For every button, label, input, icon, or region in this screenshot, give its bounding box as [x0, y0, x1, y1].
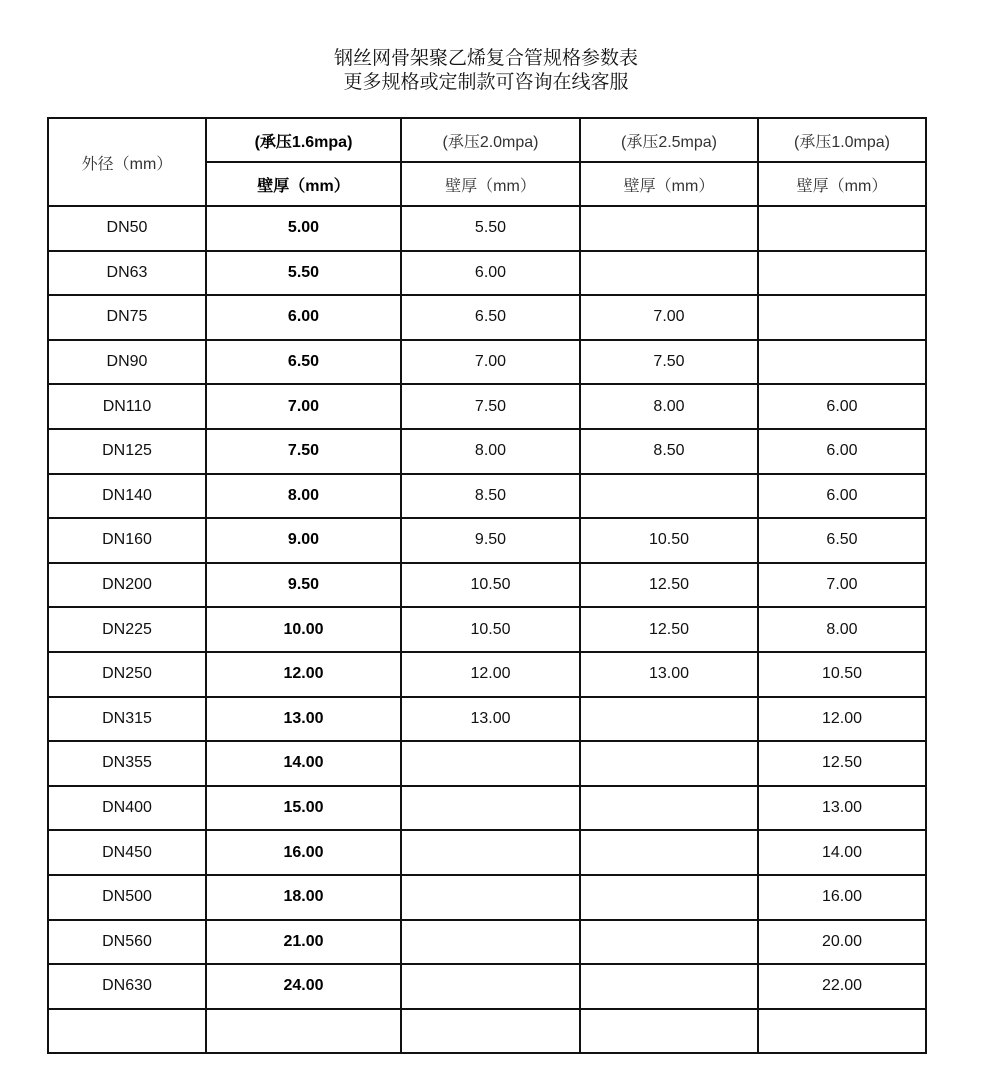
- cell-wall-2-0: [401, 964, 580, 1009]
- cell-wall-2-0: 6.50: [401, 295, 580, 340]
- cell-wall-1-0: 7.00: [758, 563, 926, 608]
- spec-table: [47, 117, 927, 1054]
- cell-outer-diameter: DN125: [48, 429, 206, 474]
- table-row: [48, 652, 926, 697]
- cell-wall-2-5: [580, 1009, 758, 1054]
- cell-wall-1-6: [206, 1009, 401, 1054]
- cell-outer-diameter: DN250: [48, 652, 206, 697]
- cell-wall-2-5: [580, 741, 758, 786]
- cell-wall-1-6: 12.00: [206, 652, 401, 697]
- cell-wall-1-6: 5.00: [206, 206, 401, 251]
- cell-wall-1-0: 16.00: [758, 875, 926, 920]
- cell-wall-2-0: 9.50: [401, 518, 580, 563]
- table-row: [48, 964, 926, 1009]
- table-row: [48, 340, 926, 385]
- cell-wall-1-6: 16.00: [206, 830, 401, 875]
- cell-wall-2-0: [401, 1009, 580, 1054]
- cell-wall-1-6: 13.00: [206, 697, 401, 742]
- cell-wall-1-6: 7.50: [206, 429, 401, 474]
- cell-wall-2-5: 7.00: [580, 295, 758, 340]
- cell-wall-2-0: [401, 830, 580, 875]
- cell-wall-1-6: 14.00: [206, 741, 401, 786]
- cell-wall-1-0: [758, 251, 926, 296]
- cell-wall-1-6: 5.50: [206, 251, 401, 296]
- header-pressure-2-0: (承压2.0mpa): [401, 118, 580, 162]
- cell-outer-diameter: DN355: [48, 741, 206, 786]
- cell-wall-2-5: [580, 786, 758, 831]
- table-row: [48, 518, 926, 563]
- cell-outer-diameter: [48, 1009, 206, 1054]
- cell-wall-2-0: 7.50: [401, 384, 580, 429]
- cell-wall-1-0: 6.00: [758, 429, 926, 474]
- cell-wall-2-5: 10.50: [580, 518, 758, 563]
- cell-wall-1-0: [758, 295, 926, 340]
- header-wall-thickness-2-0: 壁厚（mm）: [401, 162, 580, 206]
- cell-wall-2-0: 8.00: [401, 429, 580, 474]
- cell-outer-diameter: DN90: [48, 340, 206, 385]
- header-wall-thickness-1-6: 壁厚（mm）: [206, 162, 401, 206]
- cell-outer-diameter: DN110: [48, 384, 206, 429]
- cell-wall-1-0: [758, 340, 926, 385]
- table-row: [48, 251, 926, 296]
- cell-wall-2-5: 8.00: [580, 384, 758, 429]
- cell-wall-1-0: 12.00: [758, 697, 926, 742]
- cell-wall-2-5: [580, 964, 758, 1009]
- cell-wall-1-0: 12.50: [758, 741, 926, 786]
- header-wall-thickness-2-5: 壁厚（mm）: [580, 162, 758, 206]
- cell-wall-2-5: 8.50: [580, 429, 758, 474]
- cell-wall-1-6: 8.00: [206, 474, 401, 519]
- cell-outer-diameter: DN63: [48, 251, 206, 296]
- cell-wall-1-6: 9.50: [206, 563, 401, 608]
- cell-outer-diameter: DN315: [48, 697, 206, 742]
- header-outer-diameter: 外径（mm）: [48, 118, 206, 206]
- cell-wall-1-6: 6.00: [206, 295, 401, 340]
- table-row: [48, 206, 926, 251]
- cell-wall-1-6: 10.00: [206, 607, 401, 652]
- cell-wall-2-0: [401, 786, 580, 831]
- cell-outer-diameter: DN560: [48, 920, 206, 965]
- cell-wall-2-5: 12.50: [580, 563, 758, 608]
- cell-wall-1-0: 22.00: [758, 964, 926, 1009]
- cell-wall-1-0: 13.00: [758, 786, 926, 831]
- table-row: [48, 429, 926, 474]
- cell-wall-2-5: [580, 697, 758, 742]
- title-line-1: 钢丝网骨架聚乙烯复合管规格参数表: [333, 47, 638, 69]
- cell-wall-1-6: 7.00: [206, 384, 401, 429]
- cell-wall-2-0: 13.00: [401, 697, 580, 742]
- cell-outer-diameter: DN50: [48, 206, 206, 251]
- header-pressure-1-0: (承压1.0mpa): [758, 118, 926, 162]
- cell-wall-1-0: 10.50: [758, 652, 926, 697]
- cell-outer-diameter: DN450: [48, 830, 206, 875]
- cell-outer-diameter: DN75: [48, 295, 206, 340]
- cell-wall-2-5: [580, 920, 758, 965]
- cell-wall-1-0: 20.00: [758, 920, 926, 965]
- cell-wall-2-0: 7.00: [401, 340, 580, 385]
- table-row: [48, 295, 926, 340]
- cell-wall-1-0: [758, 1009, 926, 1054]
- table-row: [48, 697, 926, 742]
- cell-wall-2-5: [580, 206, 758, 251]
- cell-wall-2-0: 8.50: [401, 474, 580, 519]
- cell-outer-diameter: DN140: [48, 474, 206, 519]
- cell-wall-1-0: 6.00: [758, 384, 926, 429]
- cell-wall-1-0: 14.00: [758, 830, 926, 875]
- table-row: [48, 474, 926, 519]
- cell-wall-2-5: [580, 251, 758, 296]
- cell-outer-diameter: DN630: [48, 964, 206, 1009]
- cell-wall-1-6: 18.00: [206, 875, 401, 920]
- cell-wall-1-0: 6.50: [758, 518, 926, 563]
- cell-wall-2-0: 5.50: [401, 206, 580, 251]
- cell-wall-2-0: 6.00: [401, 251, 580, 296]
- table-row: [48, 786, 926, 831]
- table-row: [48, 607, 926, 652]
- cell-wall-2-5: [580, 875, 758, 920]
- table-row: [48, 875, 926, 920]
- table-row: [48, 384, 926, 429]
- cell-wall-2-5: 13.00: [580, 652, 758, 697]
- cell-wall-2-0: 12.00: [401, 652, 580, 697]
- table-row: [48, 1009, 926, 1054]
- cell-wall-1-6: 21.00: [206, 920, 401, 965]
- cell-wall-2-0: [401, 741, 580, 786]
- document-title: [0, 46, 972, 94]
- cell-outer-diameter: DN200: [48, 563, 206, 608]
- cell-wall-1-0: 8.00: [758, 607, 926, 652]
- header-pressure-2-5: (承压2.5mpa): [580, 118, 758, 162]
- cell-wall-2-5: 7.50: [580, 340, 758, 385]
- cell-wall-1-6: 6.50: [206, 340, 401, 385]
- cell-outer-diameter: DN400: [48, 786, 206, 831]
- cell-outer-diameter: DN500: [48, 875, 206, 920]
- cell-outer-diameter: DN160: [48, 518, 206, 563]
- title-line-2: 更多规格或定制款可咨询在线客服: [343, 71, 629, 93]
- cell-wall-2-5: [580, 474, 758, 519]
- cell-wall-1-6: 24.00: [206, 964, 401, 1009]
- table-row: [48, 563, 926, 608]
- cell-wall-2-5: [580, 830, 758, 875]
- table-row: [48, 830, 926, 875]
- cell-outer-diameter: DN225: [48, 607, 206, 652]
- table-row: [48, 741, 926, 786]
- cell-wall-2-0: 10.50: [401, 563, 580, 608]
- cell-wall-1-0: [758, 206, 926, 251]
- header-wall-thickness-1-0: 壁厚（mm）: [758, 162, 926, 206]
- table-row: [48, 920, 926, 965]
- cell-wall-2-0: [401, 875, 580, 920]
- cell-wall-1-0: 6.00: [758, 474, 926, 519]
- header-pressure-1-6: (承压1.6mpa): [206, 118, 401, 162]
- cell-wall-2-5: 12.50: [580, 607, 758, 652]
- cell-wall-1-6: 15.00: [206, 786, 401, 831]
- cell-wall-2-0: 10.50: [401, 607, 580, 652]
- cell-wall-1-6: 9.00: [206, 518, 401, 563]
- cell-wall-2-0: [401, 920, 580, 965]
- header-row-pressure: [48, 118, 926, 162]
